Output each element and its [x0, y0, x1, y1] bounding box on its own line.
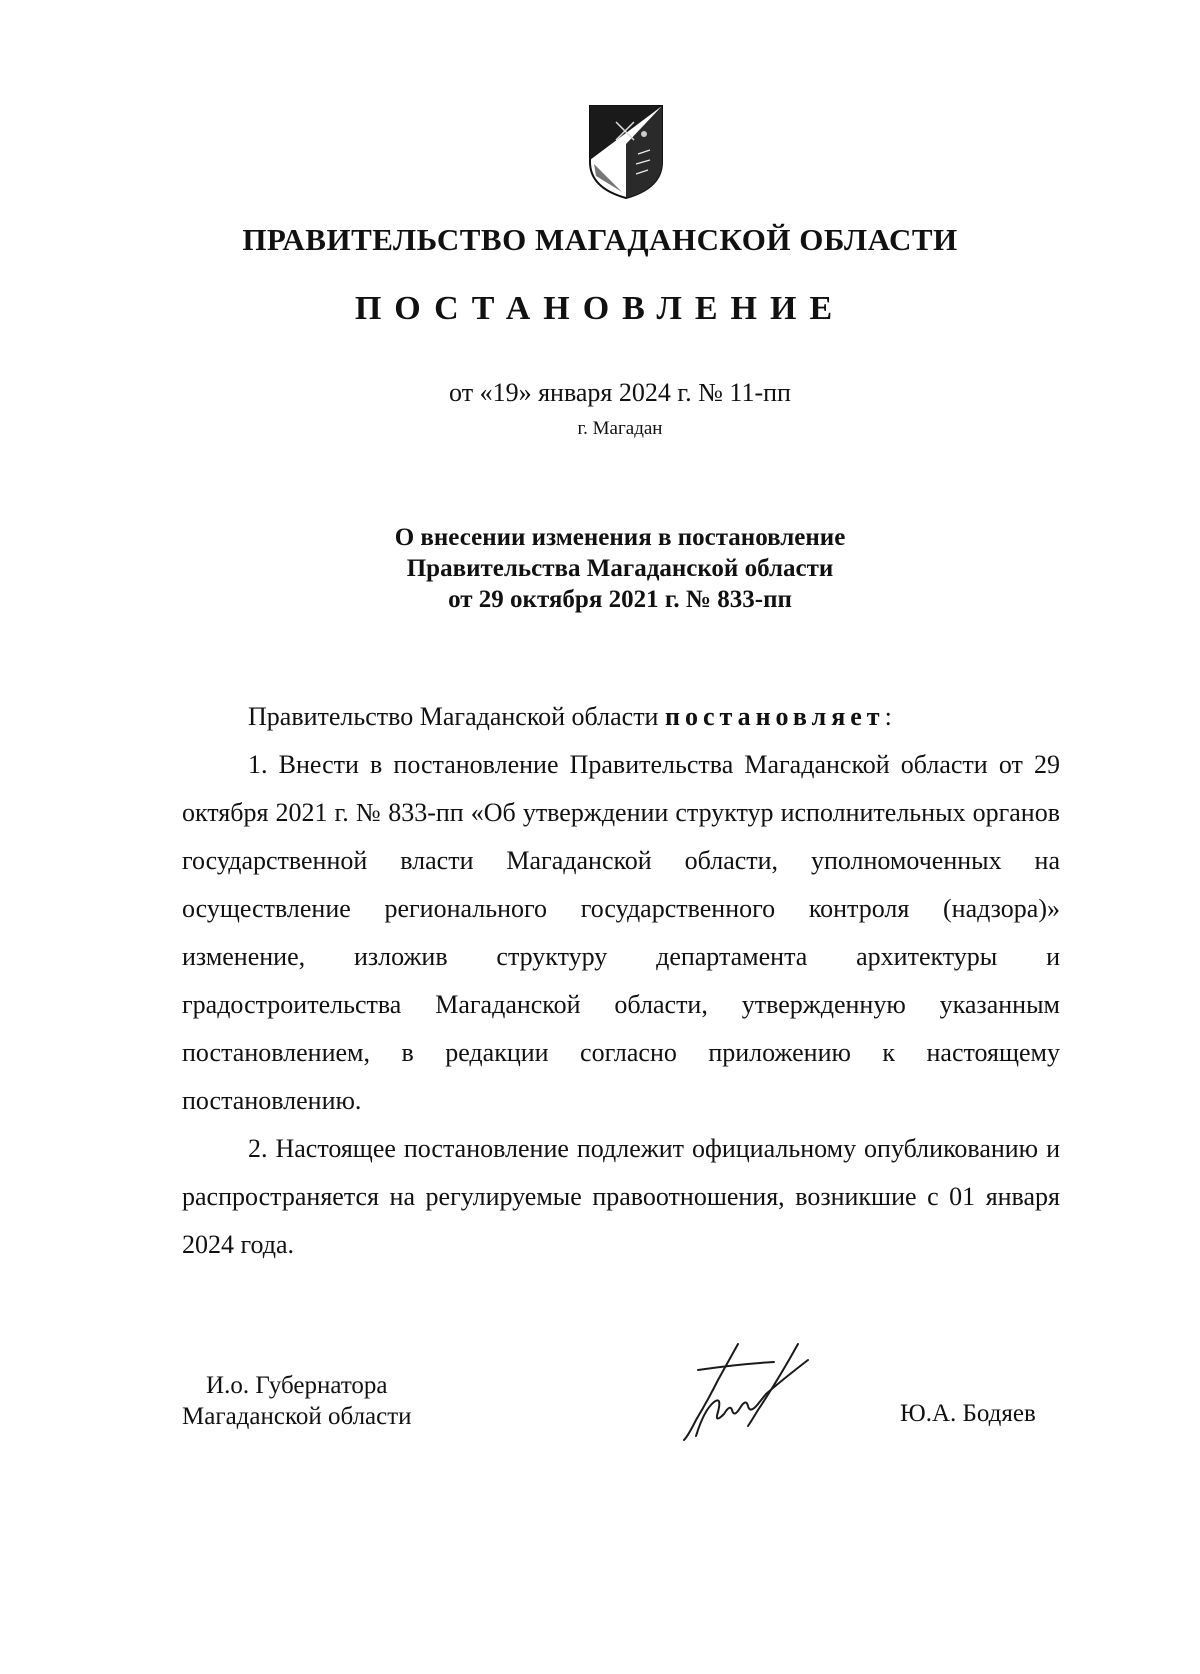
subject-line: Правительства Магаданской области — [406, 555, 834, 582]
signer-position-line: Магаданской области — [182, 1403, 412, 1430]
document-subject — [0, 522, 1200, 615]
coat-of-arms-emblem — [586, 104, 666, 200]
document-type: ПОСТАНОВЛЕНИЕ — [354, 290, 846, 327]
resolution-item-2: 2. Настоящее постановление подлежит официальному опубликованию и распространяется на регулируемые правоотношения, возникшие с 01 января 2024 года. — [182, 1134, 1060, 1259]
organization-title: ПРАВИТЕЛЬСТВО МАГАДАНСКОЙ ОБЛАСТИ — [242, 222, 958, 257]
document-body — [182, 693, 1060, 1269]
resolution-item-1: 1. Внести в постановление Правительства Магаданской области от 29 октября 2021 г. № 833-пп «Об утверждении структур исполнительных органов государственной власти Магаданской области, уполномоченных на осуществление регионального государственного контроля (надзора)» изменение, изложив структуру департамента архитектуры и градостроительства Магаданской области, утвержденную указанным постановлением, в редакции согласно приложению к настоящему постановлению. — [182, 750, 1060, 1115]
intro-prefix: Правительство Магаданской области — [248, 702, 659, 731]
resolution-intro — [182, 693, 1060, 741]
document-date-number: от «19» января 2024 г. № 11-пп — [449, 378, 791, 407]
document-city: г. Магадан — [577, 418, 663, 439]
handwritten-signature — [678, 1340, 828, 1450]
intro-suffix: : — [884, 702, 892, 731]
subject-line: О внесении изменения в постановление — [394, 524, 846, 551]
intro-verb: постановляет — [664, 702, 885, 731]
signer-name: Ю.А. Бодяев — [900, 1400, 1036, 1427]
subject-line: от 29 октября 2021 г. № 833-пп — [448, 586, 792, 613]
signer-position-line: И.о. Губернатора — [206, 1372, 388, 1399]
signer-position — [182, 1370, 412, 1432]
